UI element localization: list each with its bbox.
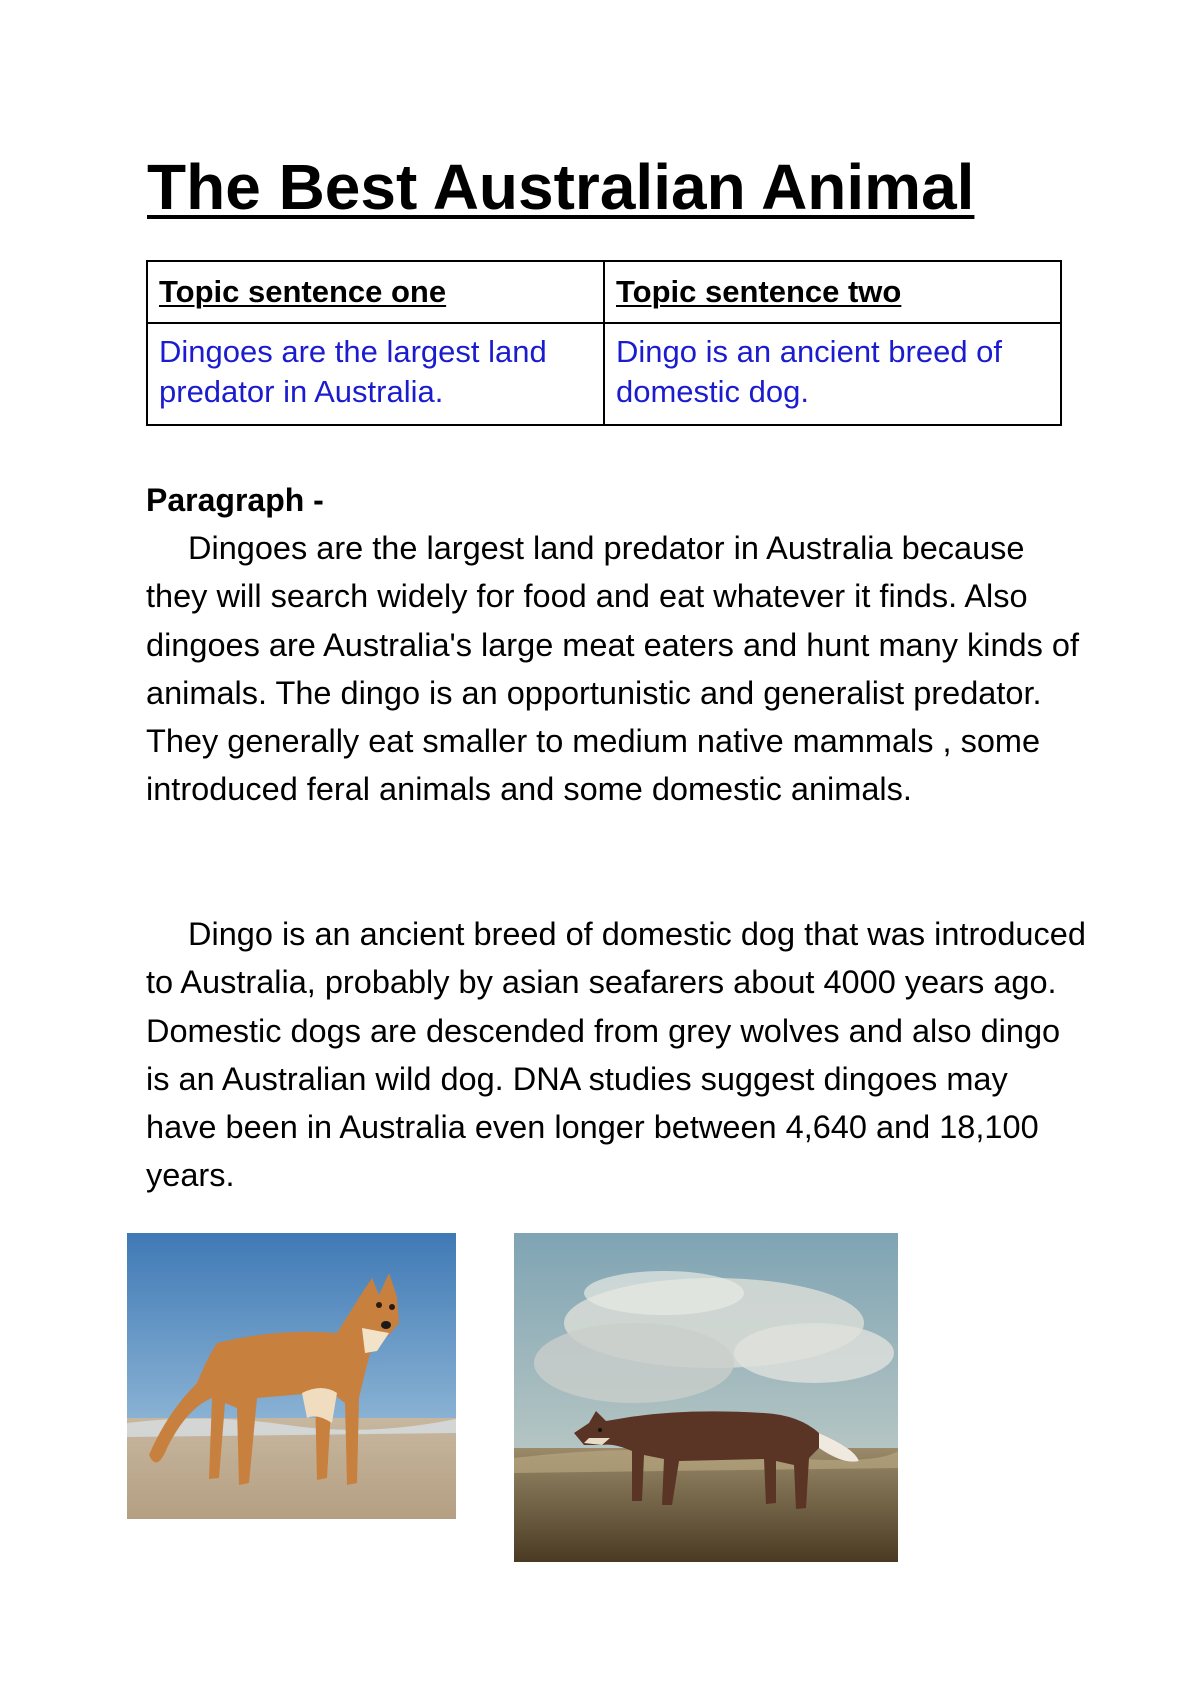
table-cell-topic-two: Dingo is an ancient breed of domestic dog.	[604, 323, 1061, 425]
body-paragraph-1: Dingoes are the largest land predator in Australia because they will search widely for food and eat whatever it finds. Also dingoes are Australia's large meat eaters and hunt many kinds of animals. The dingo is an opportunistic and generalist predator. They generally eat smaller to medium native mammals , some introduced feral animals and some domestic animals.	[146, 530, 1079, 808]
dingo-beach-photo	[127, 1233, 456, 1519]
table-row	[147, 323, 1061, 425]
table-header-topic-two: Topic sentence two	[604, 261, 1061, 323]
page-title: The Best Australian Animal	[147, 151, 975, 223]
table-cell-topic-one: Dingoes are the largest land predator in Australia.	[147, 323, 604, 425]
topic-sentence-table	[146, 260, 1062, 426]
dingo-painting-photo	[514, 1233, 898, 1562]
paragraph-label: Paragraph -	[146, 482, 324, 518]
table-header-row	[147, 261, 1061, 323]
table-header-topic-one: Topic sentence one	[147, 261, 604, 323]
body-paragraph-2: Dingo is an ancient breed of domestic dog that was introduced to Australia, probably by asian seafarers about 4000 years ago. Domestic dogs are descended from grey wolves and also dingo is an Australian wild dog. DNA studies suggest dingoes may have been in Australia even longer between 4,640 and 18,100 years.	[146, 916, 1086, 1194]
